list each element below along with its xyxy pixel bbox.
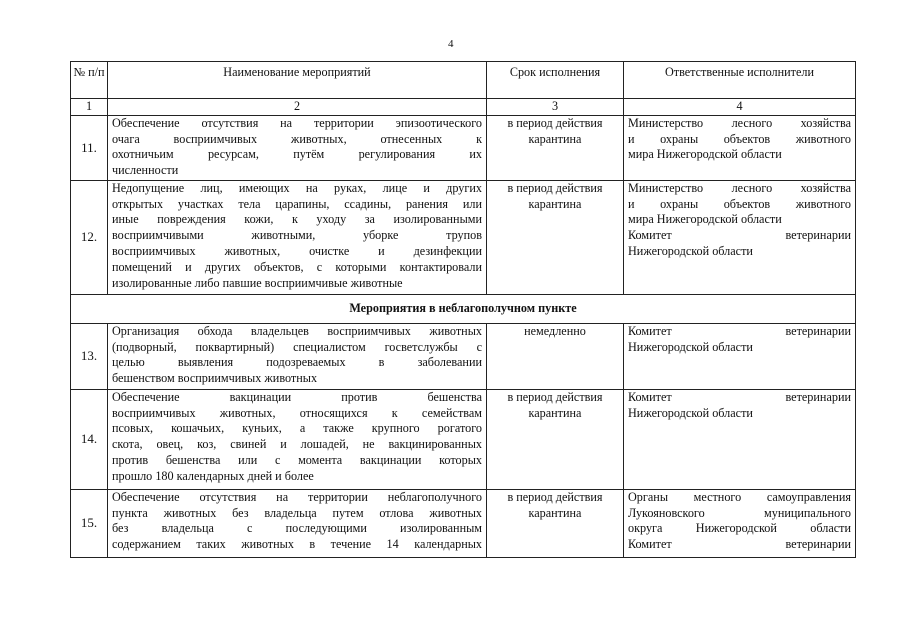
table-row xyxy=(71,180,856,294)
table-header-row xyxy=(71,62,856,99)
index-row xyxy=(71,99,856,116)
row-number: 13. xyxy=(71,323,108,389)
measures-table xyxy=(70,61,856,558)
section-row xyxy=(71,294,856,323)
term-cell: в период действия карантина xyxy=(487,115,624,180)
index-cell: 4 xyxy=(624,99,856,116)
index-cell: 2 xyxy=(108,99,487,116)
table-row xyxy=(71,389,856,489)
section-title: Мероприятия в неблагополучном пункте xyxy=(71,294,856,323)
header-name: Наименование мероприятий xyxy=(108,62,487,99)
table-row xyxy=(71,489,856,557)
responsible-cell: Органы местного самоуправления Лукояновского муниципального округа Нижегородской области Комитет ветеринарии xyxy=(624,489,856,557)
header-resp: Ответственные исполнители xyxy=(624,62,856,99)
measure-name: Обеспечение отсутствия на территории эпизоотического очага восприимчивых животных, отнесенных к охотничьим ресурсам, путём регулирования их численности xyxy=(108,115,487,180)
term-cell: немедленно xyxy=(487,323,624,389)
measure-name: Организация обхода владельцев восприимчивых животных (подворный, поквартирный) специалистом госветслужбы с целью выявления подозреваемых в заболевании бешенством восприимчивых животных xyxy=(108,323,487,389)
row-number: 14. xyxy=(71,389,108,489)
row-number: 12. xyxy=(71,180,108,294)
responsible-cell: Комитет ветеринарии Нижегородской области xyxy=(624,389,856,489)
index-cell: 3 xyxy=(487,99,624,116)
table-row xyxy=(71,323,856,389)
index-cell: 1 xyxy=(71,99,108,116)
header-num: № п/п xyxy=(71,62,108,99)
responsible-cell: Министерство лесного хозяйства и охраны объектов животного мира Нижегородской области xyxy=(624,115,856,180)
page-number: 4 xyxy=(448,38,454,50)
responsible-cell: Комитет ветеринарии Нижегородской области xyxy=(624,323,856,389)
term-cell: в период действия карантина xyxy=(487,489,624,557)
measure-name: Недопущение лиц, имеющих на руках, лице и других открытых участках тела царапины, ссадины, ранения или иные повреждения кожи, к уходу за изолированными восприимчивыми животными, уборке трупов восприимчивых животных, очистке и дезинфекции помещений и других объектов, с которыми контактировали изолированные либо павшие восприимчивые животные xyxy=(108,180,487,294)
term-cell: в период действия карантина xyxy=(487,389,624,489)
term-cell: в период действия карантина xyxy=(487,180,624,294)
measure-name: Обеспечение отсутствия на территории неблагополучного пункта животных без владельца путем отлова животных без владельца с последующими изолированным содержанием таких животных в течение 14 календарных xyxy=(108,489,487,557)
table-row xyxy=(71,115,856,180)
header-term: Срок исполнения xyxy=(487,62,624,99)
measure-name: Обеспечение вакцинации против бешенства восприимчивых животных, относящихся к семействам псовых, кошачьих, куньих, а также крупного рогатого скота, овец, коз, свиней и лошадей, не вакцинированных против бешенства или с момента вакцинации которых прошло 180 календарных дней и более xyxy=(108,389,487,489)
row-number: 11. xyxy=(71,115,108,180)
responsible-cell: Министерство лесного хозяйства и охраны объектов животного мира Нижегородской области Комитет ветеринарии Нижегородской области xyxy=(624,180,856,294)
row-number: 15. xyxy=(71,489,108,557)
